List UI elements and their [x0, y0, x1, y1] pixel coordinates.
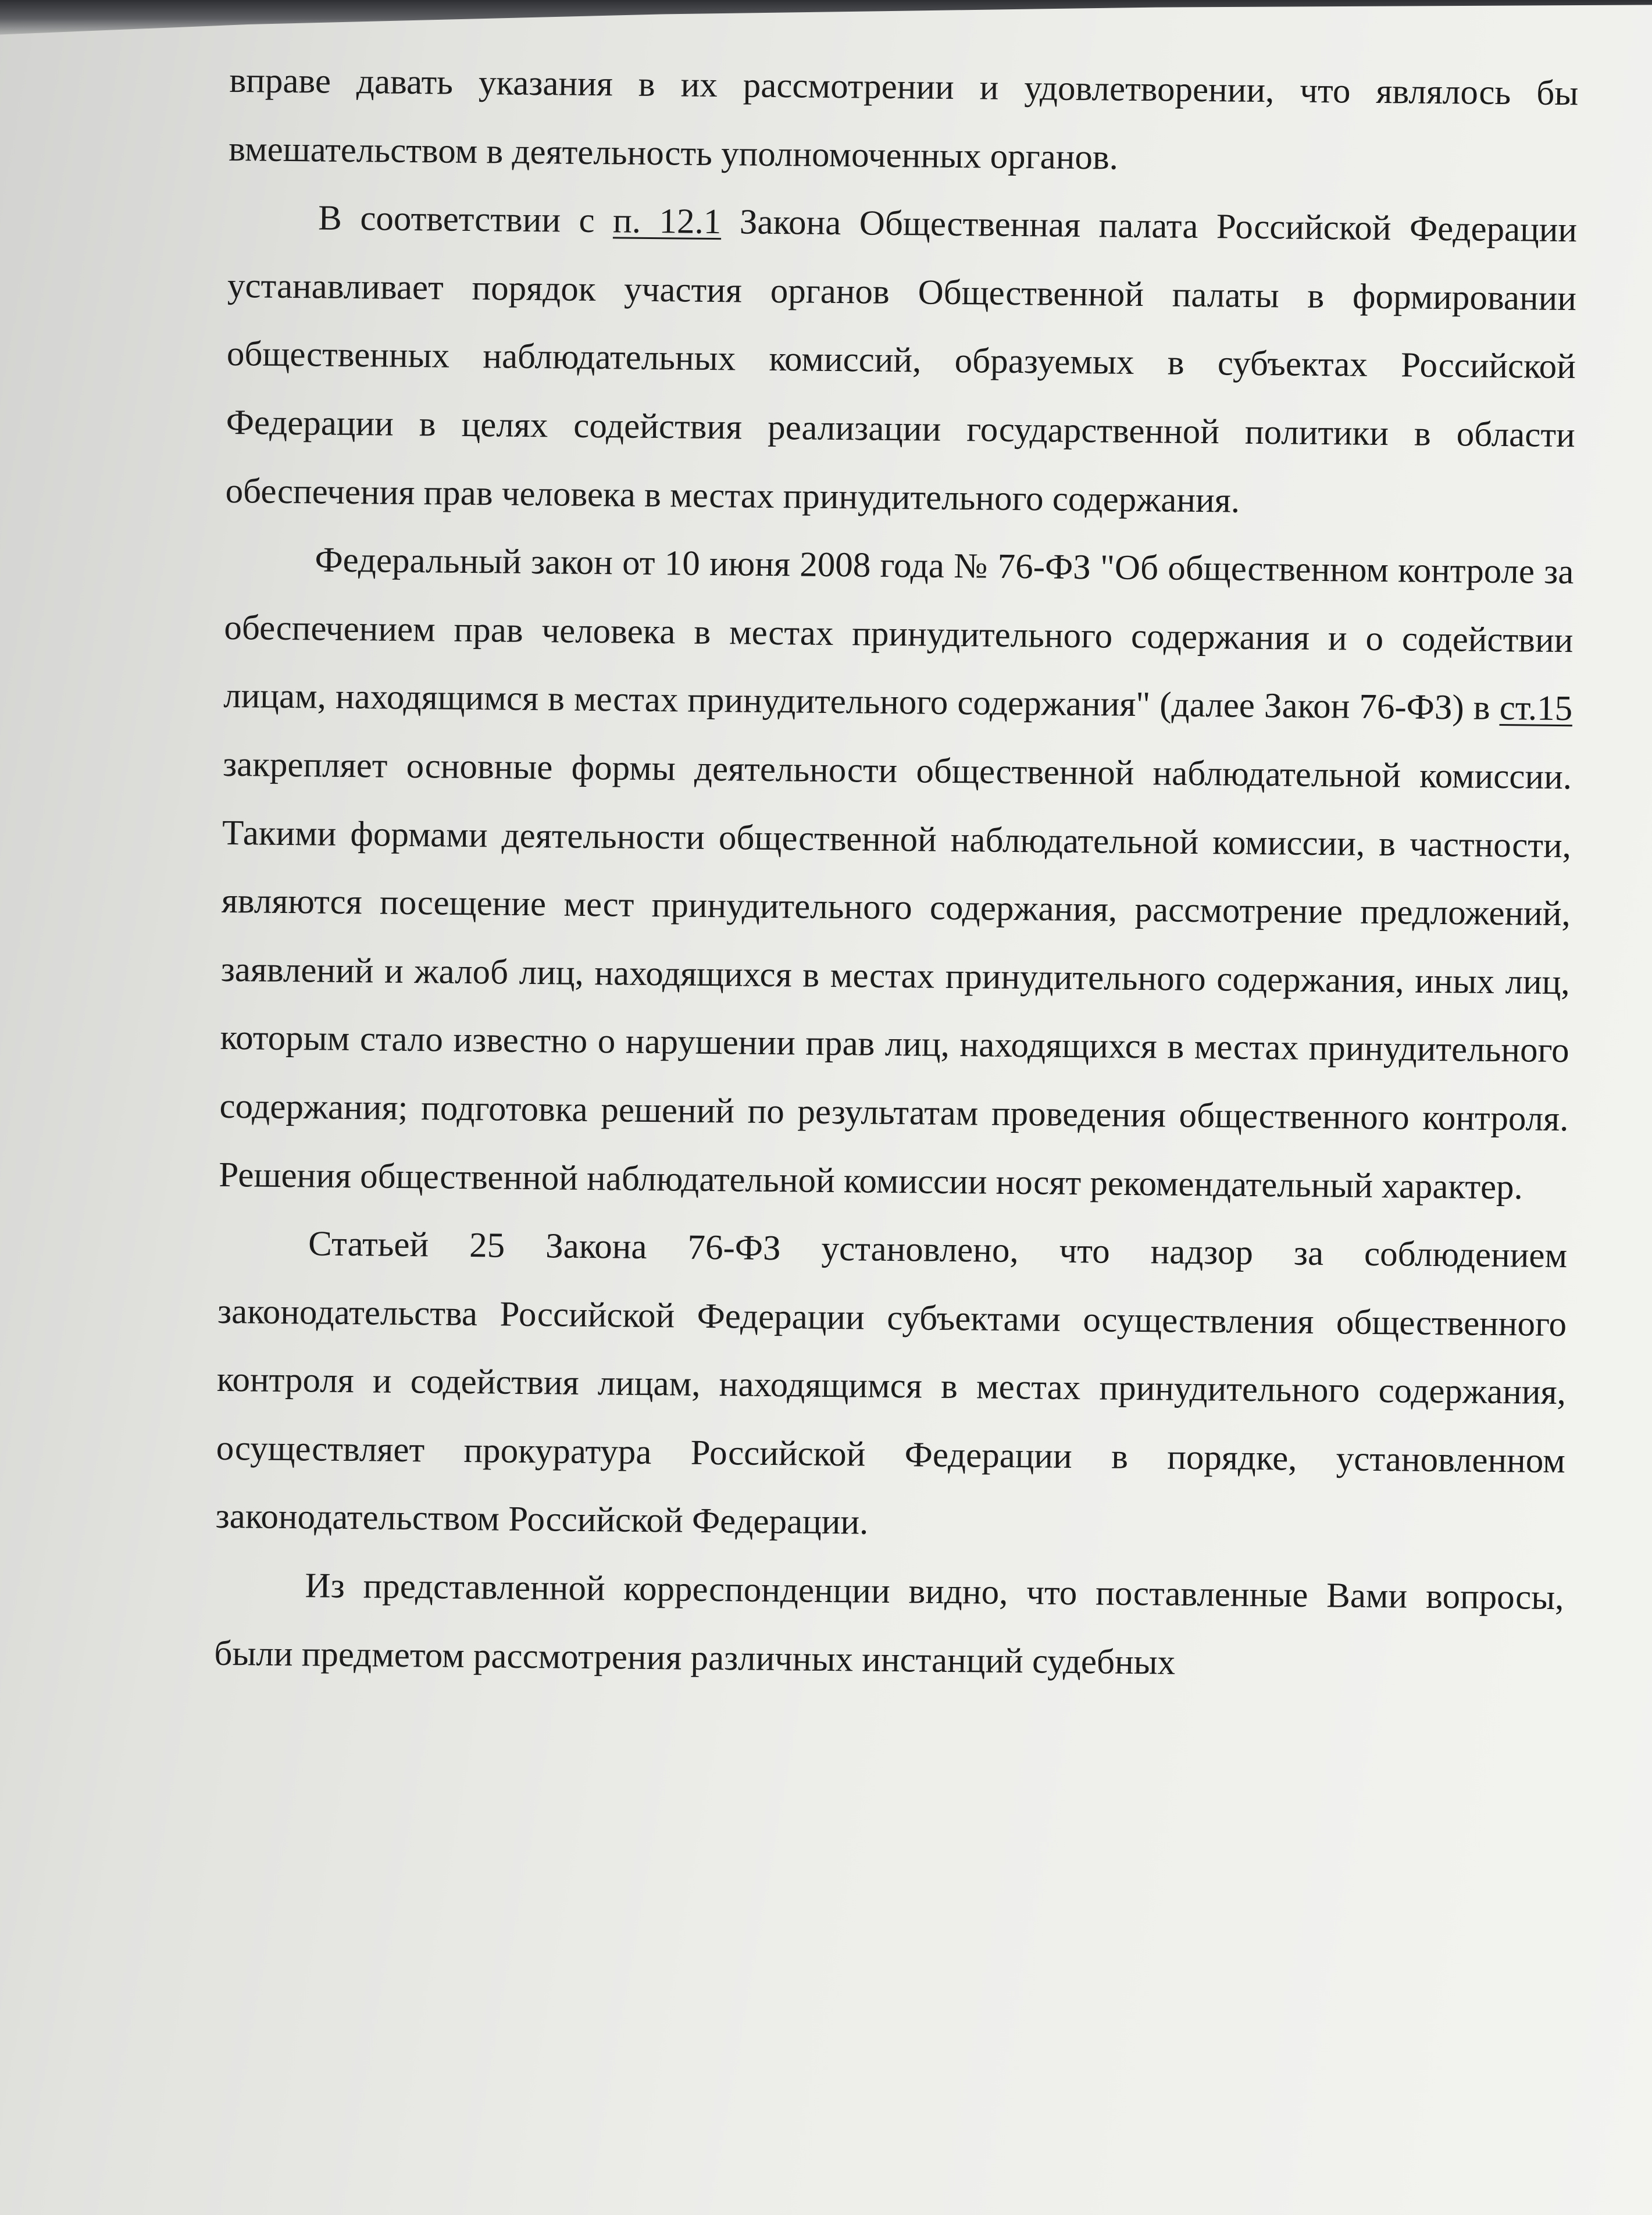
law-reference-link[interactable]: п. 12.1 — [612, 201, 722, 242]
document-body — [214, 47, 1579, 1700]
paragraph-2 — [225, 183, 1578, 538]
paragraph-3-text-end: закрепляет основные формы деятельности общественной наблюдательной комиссии. Такими формами деятельности общественной наблюдательной комиссии, в частности, являются посещение мест принудительного содержания, рассмотрение предложений, заявлений и жалоб лиц, находящихся в местах принудительного содержания, иных лиц, которым стало известно о нарушении прав лиц, находящихся в местах принудительного содержания; подготовка решений по результатам проведения общественного контроля. Решения общественной наблюдательной комиссии носят рекомендательный характер. — [219, 744, 1572, 1207]
paragraph-1-text: вправе давать указания в их рассмотрении и удовлетворении, что являлось бы вмешательством в деятельность уполномоченных органов. — [228, 60, 1579, 177]
paragraph-4-text: Статьей 25 Закона 76-ФЗ установлено, что надзор за соблюдением законодательства Российской Федерации субъектами осуществления общественного контроля и содействия лицам, находящимся в местах принудительного содержания, осуществляет прокуратура Российской Федерации в порядке, установленном законодательством Российской Федерации. — [215, 1224, 1568, 1543]
paragraph-1 — [229, 47, 1579, 196]
page-edge-shadow — [0, 0, 1652, 41]
paragraph-2-text-end: Закона Общественная палата Российской Федерации устанавливает порядок участия органов Общественной палаты в формировании общественных наблюдательных комиссий, образуемых в субъектах Российской Федерации в целях содействия реализации государственной политики в области обеспечения прав человека в местах принудительного содержания. — [225, 202, 1578, 520]
paragraph-5 — [214, 1551, 1564, 1700]
article-reference-link[interactable]: ст.15 — [1499, 689, 1573, 729]
paragraph-2-text-start: В соответствии с — [317, 198, 613, 241]
paragraph-3 — [219, 525, 1574, 1222]
paragraph-4 — [215, 1209, 1568, 1564]
paragraph-5-text: Из представленной корреспонденции видно, что поставленные Вами вопросы, были предметом рассмотрения различных инстанций судебных — [214, 1566, 1564, 1682]
paragraph-3-text-start: Федеральный закон от 10 июня 2008 года № 76-ФЗ "Об общественном контроле за обеспечением прав человека в местах принудительного содержания и о содействии лицам, находящимся в местах принудительного содержания" (далее Закон 76-ФЗ) в — [223, 540, 1574, 728]
